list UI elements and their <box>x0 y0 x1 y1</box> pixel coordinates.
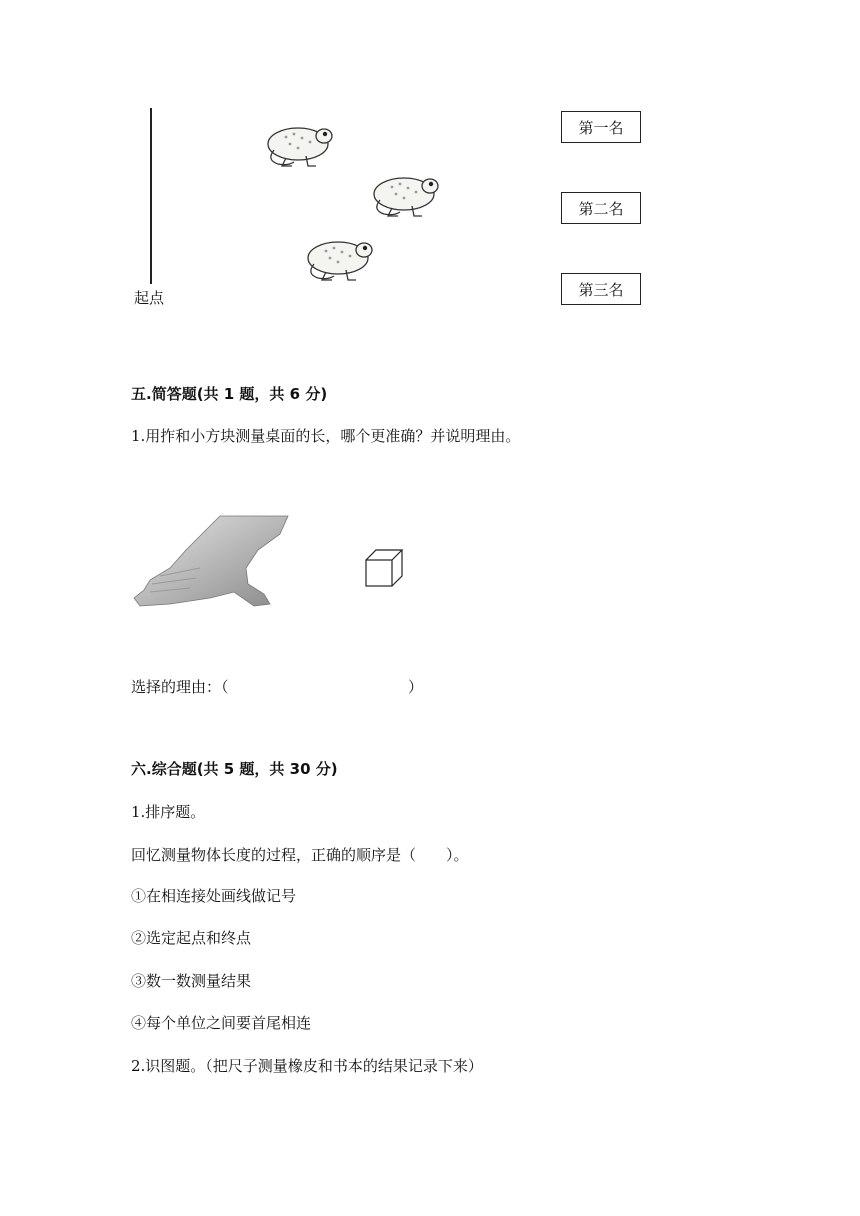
frog-icon <box>308 242 372 280</box>
section5-heading: 五.简答题(共 1 题，共 6 分) <box>131 385 328 403</box>
section5-question1: 1.用拃和小方块测量桌面的长，哪个更准确？并说明理由。 <box>131 427 521 445</box>
rank-box-first: 第一名 <box>561 111 641 143</box>
section6-question2: 2.识图题。（把尺子测量橡皮和书本的结果记录下来） <box>131 1057 483 1075</box>
step-item: ①在相连接处画线做记号 <box>131 887 297 905</box>
frog-icon <box>268 128 332 166</box>
section6-heading: 六.综合题(共 5 题，共 30 分) <box>131 760 338 778</box>
step-item: ③数一数测量结果 <box>131 972 252 990</box>
frog-icon <box>374 178 438 216</box>
step-item: ②选定起点和终点 <box>131 929 252 947</box>
section6-question1-title: 1.排序题。 <box>131 803 206 821</box>
frogs-illustration <box>0 0 860 340</box>
cube-icon <box>364 548 406 590</box>
rank-box-third: 第三名 <box>561 273 641 305</box>
start-label: 起点 <box>134 289 165 307</box>
section6-question1-prompt: 回忆测量物体长度的过程，正确的顺序是（ ）。 <box>131 846 469 864</box>
reason-label: 选择的理由：（ <box>131 678 229 696</box>
hand-span-illustration <box>130 510 300 614</box>
rank-box-second: 第二名 <box>561 192 641 224</box>
reason-close-paren: ） <box>408 678 424 696</box>
step-item: ④每个单位之间要首尾相连 <box>131 1014 312 1032</box>
